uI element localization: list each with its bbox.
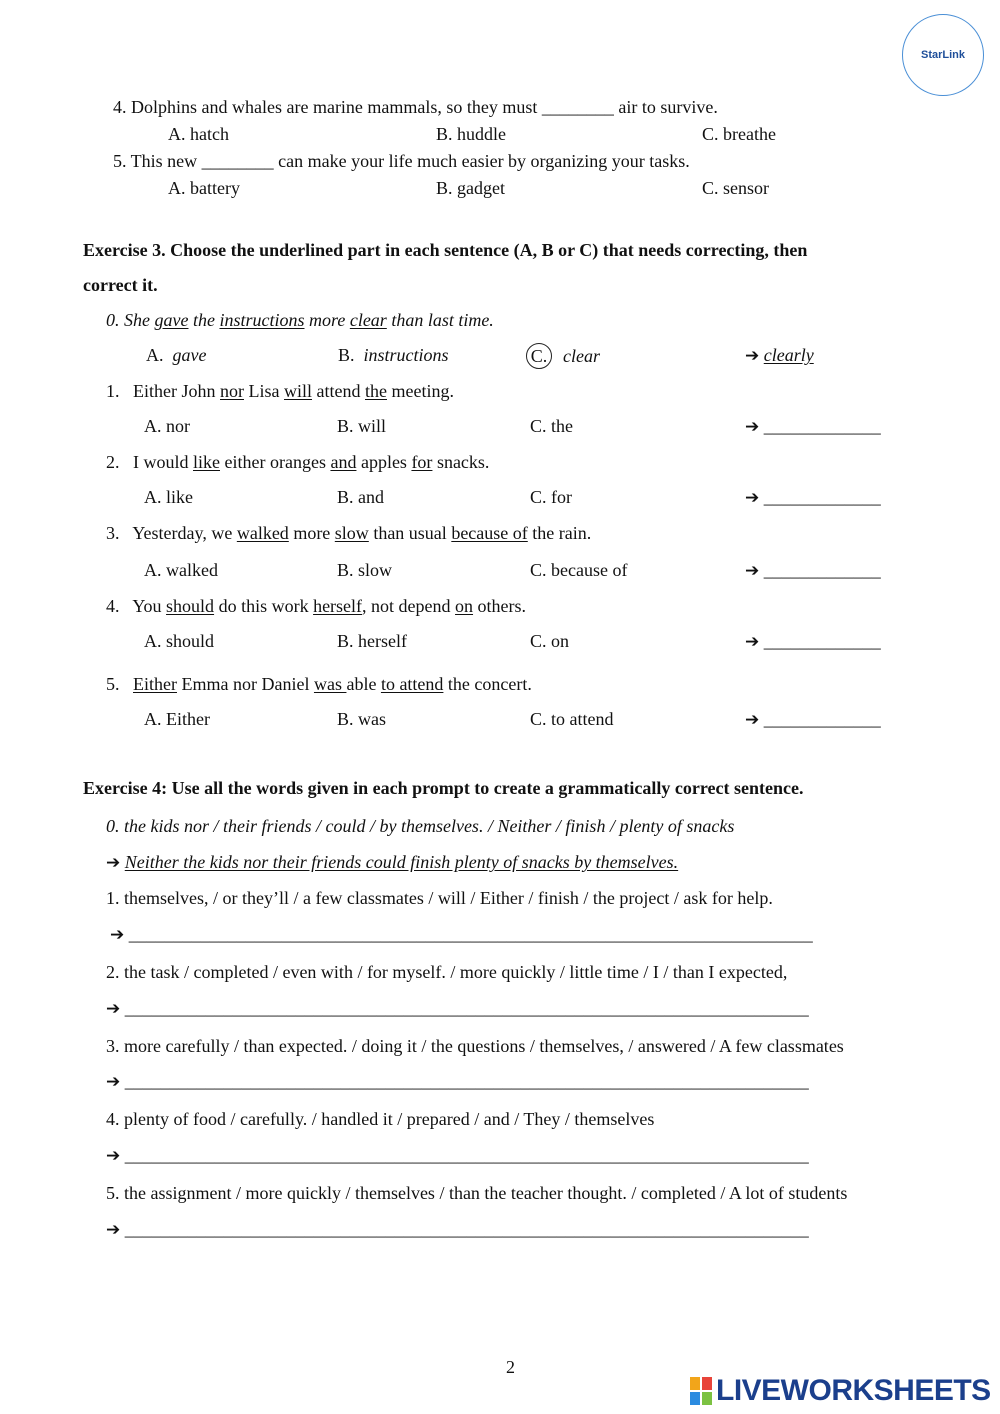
ex3-q3-option-a: A. walked (144, 560, 218, 580)
arrow-icon: ➔ (745, 632, 760, 652)
arrow-icon: ➔ (745, 561, 760, 581)
liveworksheets-logo: LIVEWORKSHEETS (690, 1374, 991, 1408)
liveworksheets-mark-icon (690, 1377, 712, 1405)
ex4-q2-answer-line[interactable]: ➔ ____________________________________________________________________________ (106, 998, 809, 1019)
arrow-icon: ➔ (745, 346, 760, 366)
exercise-3-title: Exercise 3. Choose the underlined part in each sentence (A, B or C) that needs correcting, then (83, 240, 808, 260)
exercise-4-title: Exercise 4: Use all the words given in each prompt to create a grammatically correct sentence. (83, 778, 804, 798)
ex4-q4-answer-line[interactable]: ➔ ____________________________________________________________________________ (106, 1145, 809, 1166)
ex3-question-3: 3. Yesterday, we walked more slow than usual because of the rain. (106, 523, 592, 543)
arrow-icon: ➔ (106, 853, 121, 873)
ex4-example-answer: ➔ Neither the kids nor their friends could finish plenty of snacks by themselves. (106, 852, 679, 873)
ex3-question-1: 1. Either John nor Lisa will attend the meeting. (106, 381, 454, 401)
ex4-question-1: 1. themselves, / or they’ll / a few classmates / will / Either / finish / the project / ask for help. (106, 888, 773, 908)
arrow-icon: ➔ (745, 710, 760, 730)
ex2-q4-option-a: A. hatch (168, 124, 229, 144)
ex3-example-answer: ➔ clearly (745, 345, 814, 366)
ex3-example-option-a: A. gave (146, 345, 207, 365)
ex4-question-3: 3. more carefully / than expected. / doing it / the questions / themselves, / answered / A few classmates (106, 1036, 844, 1056)
ex4-q3-answer-line[interactable]: ➔ ____________________________________________________________________________ (106, 1071, 809, 1092)
ex3-question-5: 5. Either Emma nor Daniel was able to attend the concert. (106, 674, 532, 694)
ex3-q2-option-b: B. and (337, 487, 384, 507)
ex3-question-2: 2. I would like either oranges and apples for snacks. (106, 452, 490, 472)
circled-answer: C. (526, 343, 552, 369)
ex3-q1-option-c: C. the (530, 416, 573, 436)
ex4-question-4: 4. plenty of food / carefully. / handled it / prepared / and / They / themselves (106, 1109, 655, 1129)
ex3-q4-answer-blank[interactable]: ➔ _____________ (745, 631, 881, 652)
arrow-icon: ➔ (106, 1220, 121, 1240)
arrow-icon: ➔ (106, 999, 121, 1019)
ex3-q1-option-b: B. will (337, 416, 387, 436)
ex3-example-option-c: C. clear (530, 343, 600, 369)
ex4-q1-answer-line[interactable]: ➔ ____________________________________________________________________________ (110, 924, 813, 945)
ex3-q4-option-a: A. should (144, 631, 215, 651)
ex3-q4-option-b: B. herself (337, 631, 407, 651)
ex3-example-sentence: 0. She gave the instructions more clear than last time. (106, 310, 494, 330)
arrow-icon: ➔ (106, 1146, 121, 1166)
arrow-icon: ➔ (745, 417, 760, 437)
arrow-icon: ➔ (745, 488, 760, 508)
ex2-q4-option-b: B. huddle (436, 124, 506, 144)
page-number: 2 (506, 1357, 515, 1377)
ex3-example-option-b: B. instructions (338, 345, 449, 365)
ex3-q3-option-c: C. because of (530, 560, 628, 580)
ex3-q1-option-a: A. nor (144, 416, 190, 436)
ex2-q5-option-c: C. sensor (702, 178, 769, 198)
arrow-icon: ➔ (110, 925, 125, 945)
ex3-q3-option-b: B. slow (337, 560, 393, 580)
ex2-q5-option-a: A. battery (168, 178, 240, 198)
ex2-question-4: 4. Dolphins and whales are marine mammals, so they must ________ air to survive. (113, 97, 718, 117)
ex3-q4-option-c: C. on (530, 631, 570, 651)
exercise-3-title-cont: correct it. (83, 275, 158, 295)
ex2-question-5: 5. This new ________ can make your life much easier by organizing your tasks. (113, 151, 690, 171)
ex3-q5-option-b: B. was (337, 709, 386, 729)
ex3-question-4: 4. You should do this work herself, not depend on others. (106, 596, 527, 616)
arrow-icon: ➔ (106, 1072, 121, 1092)
starlink-logo: StarLink (902, 14, 984, 96)
ex4-question-2: 2. the task / completed / even with / for myself. / more quickly / little time / I / than I expected, (106, 962, 788, 982)
ex3-q2-option-c: C. for (530, 487, 572, 507)
ex2-q4-option-c: C. breathe (702, 124, 776, 144)
ex3-q2-answer-blank[interactable]: ➔ _____________ (745, 487, 881, 508)
ex3-q5-option-a: A. Either (144, 709, 210, 729)
ex3-q3-answer-blank[interactable]: ➔ _____________ (745, 560, 881, 581)
ex3-q2-option-a: A. like (144, 487, 193, 507)
ex3-q5-option-c: C. to attend (530, 709, 614, 729)
ex3-q1-answer-blank[interactable]: ➔ _____________ (745, 416, 881, 437)
ex4-example-prompt: 0. the kids nor / their friends / could / by themselves. / Neither / finish / plenty of snacks (106, 816, 735, 836)
ex4-q5-answer-line[interactable]: ➔ ____________________________________________________________________________ (106, 1219, 809, 1240)
ex2-q5-option-b: B. gadget (436, 178, 505, 198)
ex4-question-5: 5. the assignment / more quickly / themselves / than the teacher thought. / completed / A lot of students (106, 1183, 848, 1203)
ex3-q5-answer-blank[interactable]: ➔ _____________ (745, 709, 881, 730)
